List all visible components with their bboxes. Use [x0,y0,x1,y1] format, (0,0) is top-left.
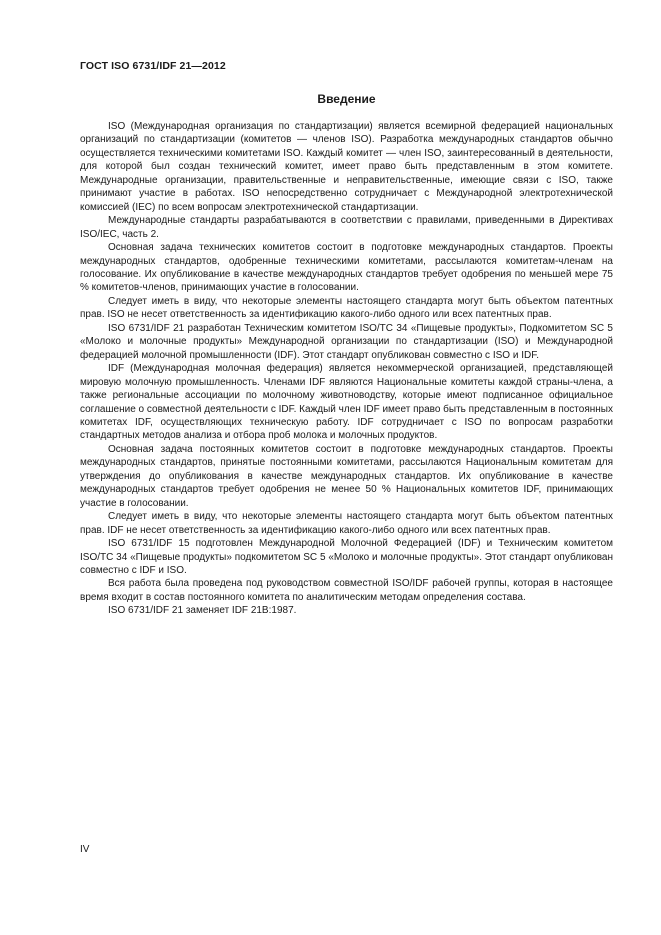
paragraph: Основная задача технических комитетов состоит в подготовке международных стандартов. Проекты международных стандартов, одобренные техническими комитетами, рассылаются комитетам-членам на голосование. Их опубликование в качестве международных стандартов требует одобрения по меньшей мере 75 % комитетов-членов, принимающих участие в голосовании. [80,242,613,294]
paragraph: Международные стандарты разрабатываются в соответствии с правилами, приведенными в Директивах ISO/IEC, часть 2. [80,215,613,240]
page-number: IV [80,844,90,855]
paragraph: Основная задача постоянных комитетов состоит в подготовке международных стандартов. Проекты международных стандартов, принятые постоянными комитетами, рассылаются Национальным комитетам для утверждения до опубликования в качестве международных стандартов. Их опубликование в качестве международных стандартов требует одобрения не менее 50 % Национальных комитетов IDF, принимающих участие в голосовании. [80,443,613,509]
paragraph: Следует иметь в виду, что некоторые элементы настоящего стандарта могут быть объектом патентных прав. ISO не несет ответственность за идентификацию какого-либо одного или всех патентных прав. [80,295,613,321]
paragraph: ISO 6731/IDF 21 заменяет IDF 21B:1987. [108,605,297,617]
paragraph: Следует иметь в виду, что некоторые элементы настоящего стандарта могут быть объектом патентных прав. IDF не несет ответственность за идентификацию какого-либо одного или всех патентных прав. [80,511,613,536]
paragraph: ISO (Международная организация по стандартизации) является всемирной федерацией национальных организаций по стандартизации (комитетов — членов ISO). Разработка международных стандартов обычно осуществляется техническими комитетами ISO. Каждый комитет — член ISO, заинтересованный в деятельности, для которой был создан технический комитет, имеет право быть представленным в этом комитете. Международные организации, правительственные и неправительственные, имеющие связи с ISO, также принимают участие в работах. ISO непосредственно сотрудничает с Международной электротехнической комиссией (IEC) по всем вопросам электротехнической стандартизации. [80,121,613,213]
paragraph: Вся работа была проведена под руководством совместной ISO/IDF рабочей группы, которая в настоящее время входит в состав постоянного комитета по аналитическим методам определения состава. [80,578,613,603]
section-title: Введение [317,92,376,106]
introduction-body [80,120,613,618]
document-header: ГОСТ ISO 6731/IDF 21—2012 [80,60,226,72]
paragraph: ISO 6731/IDF 15 подготовлен Международной Молочной Федерацией (IDF) и Техническим комитетом ISO/TC 34 «Пищевые продукты» подкомитетом SC 5 «Молоко и молочные продукты». Этот стандарт опубликован совместно с IDF и ISO. [80,538,613,576]
paragraph: ISO 6731/IDF 21 разработан Техническим комитетом ISO/TC 34 «Пищевые продукты», Подкомитетом SC 5 «Молоко и молочные продукты» Международной организации по стандартизации (ISO) и Международной федерацией молочной промышленности (IDF). Этот стандарт опубликован совместно с ISO и IDF. [80,322,613,361]
paragraph: IDF (Международная молочная федерация) является некоммерческой организацией, представляющей мировую молочную промышленность. Членами IDF являются Национальные комитеты каждой страны-члена, а также региональные ассоциации по молочному животноводству, которые имеют подписанное официальное соглашение о совместной деятельности с IDF. Каждый член IDF имеет право быть представленным в постоянных комитетах IDF, осуществляющих техническую работу. IDF сотрудничает с ISO по вопросам разработки стандартных методов анализа и отбора проб молока и молочных продуктов. [80,363,613,442]
